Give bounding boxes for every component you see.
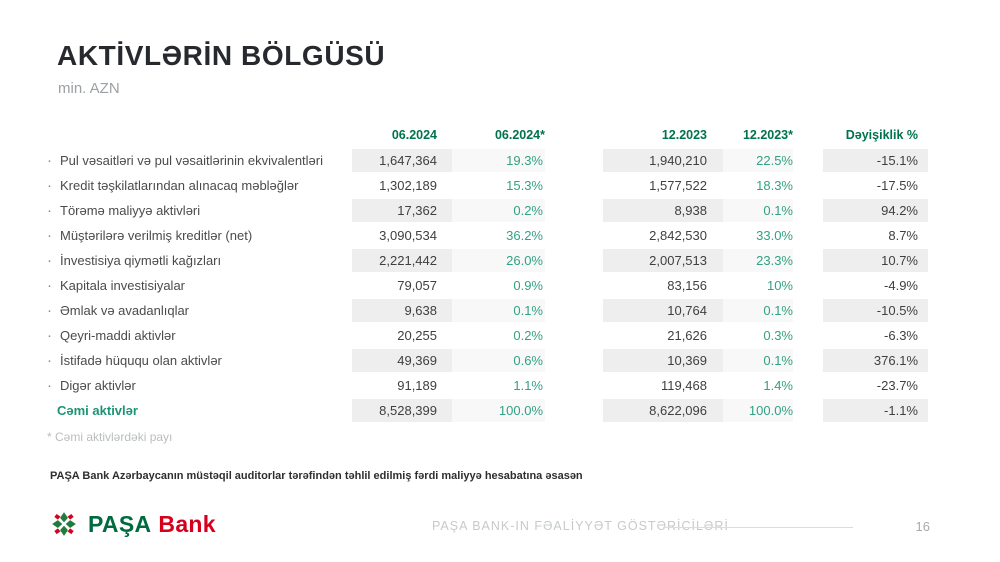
value-06-2024: 2,221,442 — [352, 249, 452, 272]
row-label: Törəmə maliyyə aktivləri — [60, 203, 201, 218]
footer-section-title: PAŞA BANK-IN FƏALİYYƏT GÖSTƏRİCİLƏRİ — [432, 519, 729, 533]
value-06-2024: 79,057 — [397, 278, 437, 293]
row-label: Digər aktivlər — [60, 378, 136, 393]
page-number: 16 — [915, 519, 930, 534]
table-header-row — [45, 122, 957, 148]
footer-divider — [663, 527, 853, 528]
share-12-2023: 1.4% — [763, 378, 793, 393]
value-12-2023: 119,468 — [660, 378, 707, 393]
col-header-12-2023-share: 12.2023* — [742, 127, 793, 142]
change-percent: 8.7% — [888, 228, 918, 243]
share-12-2023: 33.0% — [756, 228, 793, 243]
value-12-2023: 1,577,522 — [649, 178, 707, 193]
share-06-2024: 19.3% — [452, 149, 545, 172]
value-12-2023: 1,940,210 — [603, 149, 723, 172]
total-value-12-2023: 8,622,096 — [603, 399, 723, 422]
share-12-2023: 0.3% — [763, 328, 793, 343]
row-label: Qeyri-maddi aktivlər — [60, 328, 176, 343]
share-12-2023: 23.3% — [723, 249, 793, 272]
pinwheel-logo-icon — [50, 509, 78, 539]
value-06-2024: 20,255 — [397, 328, 437, 343]
value-06-2024: 9,638 — [352, 299, 452, 322]
share-06-2024: 26.0% — [452, 249, 545, 272]
bullet-icon: · — [47, 327, 52, 344]
share-12-2023: 22.5% — [723, 149, 793, 172]
change-percent: -6.3% — [884, 328, 918, 343]
value-06-2024: 1,647,364 — [352, 149, 452, 172]
logo-text-bank: Bank — [158, 510, 216, 537]
share-06-2024: 36.2% — [506, 228, 543, 243]
change-percent: 10.7% — [823, 249, 928, 272]
share-12-2023: 18.3% — [756, 178, 793, 193]
value-12-2023: 2,842,530 — [649, 228, 707, 243]
row-label-cell — [45, 323, 352, 348]
change-percent: 94.2% — [823, 199, 928, 222]
table-row — [45, 148, 957, 173]
source-footnote: PAŞA Bank Azərbaycanın müstəqil auditorlar tərəfindən təhlil edilmiş fərdi maliyyə hesabatına əsasən — [50, 470, 583, 482]
value-12-2023: 10,369 — [603, 349, 723, 372]
row-label-cell — [45, 223, 352, 248]
value-12-2023: 10,764 — [603, 299, 723, 322]
bullet-icon: · — [47, 277, 52, 294]
total-share-06-2024: 100.0% — [452, 399, 545, 422]
row-label: İnvestisiya qiymətli kağızları — [60, 253, 222, 268]
table-row — [45, 273, 957, 298]
row-label-cell — [45, 173, 352, 198]
change-percent: -15.1% — [823, 149, 928, 172]
row-label-cell — [45, 298, 352, 323]
change-percent: 376.1% — [823, 349, 928, 372]
row-label-cell — [45, 348, 352, 373]
col-header-06-2024-share: 06.2024* — [494, 127, 545, 142]
row-label-cell — [45, 148, 352, 173]
bullet-icon: · — [47, 202, 52, 219]
table-row — [45, 373, 957, 398]
bullet-icon: · — [47, 227, 52, 244]
value-12-2023: 83,156 — [667, 278, 707, 293]
table-row — [45, 198, 957, 223]
bullet-icon: · — [47, 302, 52, 319]
row-label: İstifadə hüququ olan aktivlər — [60, 353, 222, 368]
col-header-12-2023: 12.2023 — [661, 127, 707, 142]
row-label: Kapitala investisiyalar — [60, 278, 186, 293]
row-label: Pul vəsaitləri və pul vəsaitlərinin ekvivalentləri — [60, 153, 324, 168]
share-06-2024: 0.1% — [452, 299, 545, 322]
value-06-2024: 49,369 — [352, 349, 452, 372]
bullet-icon: · — [47, 152, 52, 169]
share-06-2024: 0.6% — [452, 349, 545, 372]
row-label: Müştərilərə verilmiş kreditlər (net) — [60, 228, 253, 243]
value-12-2023: 21,626 — [667, 328, 707, 343]
row-label: Əmlak və avadanlıqlar — [60, 303, 190, 318]
change-percent: -10.5% — [823, 299, 928, 322]
bullet-icon: · — [47, 377, 52, 394]
value-06-2024: 1,302,189 — [379, 178, 437, 193]
row-label-cell — [45, 198, 352, 223]
share-12-2023: 10% — [766, 278, 793, 293]
share-06-2024: 1.1% — [513, 378, 543, 393]
change-percent: -4.9% — [884, 278, 918, 293]
value-12-2023: 2,007,513 — [603, 249, 723, 272]
change-percent: -23.7% — [876, 378, 918, 393]
table-row — [45, 223, 957, 248]
total-change-percent: -1.1% — [823, 399, 928, 422]
total-share-12-2023: 100.0% — [723, 399, 793, 422]
assets-table — [45, 122, 957, 423]
table-row — [45, 348, 957, 373]
bullet-icon: · — [47, 252, 52, 269]
pasha-bank-logo — [50, 509, 216, 539]
value-12-2023: 8,938 — [603, 199, 723, 222]
share-12-2023: 0.1% — [723, 199, 793, 222]
bullet-icon: · — [47, 177, 52, 194]
share-06-2024: 0.9% — [513, 278, 543, 293]
logo-text-pasha: PAŞA — [88, 510, 152, 537]
share-06-2024: 0.2% — [513, 328, 543, 343]
value-06-2024: 91,189 — [397, 378, 437, 393]
table-row — [45, 298, 957, 323]
units-label: min. AZN — [58, 80, 120, 97]
bullet-icon: · — [47, 352, 52, 369]
row-label: Kredit təşkilatlarından alınacaq məbləğlər — [60, 178, 299, 193]
share-06-2024: 15.3% — [506, 178, 543, 193]
table-total-row — [45, 398, 957, 423]
row-label-cell — [45, 373, 352, 398]
share-footnote: * Cəmi aktivlərdəki payı — [47, 430, 173, 444]
slide-footer — [0, 500, 1000, 552]
share-12-2023: 0.1% — [723, 299, 793, 322]
value-06-2024: 17,362 — [352, 199, 452, 222]
table-row — [45, 173, 957, 198]
row-label-cell — [45, 273, 352, 298]
col-header-06-2024: 06.2024 — [391, 127, 437, 142]
table-row — [45, 323, 957, 348]
page-title: AKTİVLƏRİN BÖLGÜSÜ — [57, 40, 386, 71]
change-percent: -17.5% — [876, 178, 918, 193]
value-06-2024: 3,090,534 — [379, 228, 437, 243]
total-value-06-2024: 8,528,399 — [352, 399, 452, 422]
share-12-2023: 0.1% — [723, 349, 793, 372]
share-06-2024: 0.2% — [452, 199, 545, 222]
table-row — [45, 248, 957, 273]
total-label: Cəmi aktivlər — [57, 403, 138, 418]
col-header-change: Dəyişiklik % — [845, 127, 918, 142]
row-label-cell — [45, 248, 352, 273]
